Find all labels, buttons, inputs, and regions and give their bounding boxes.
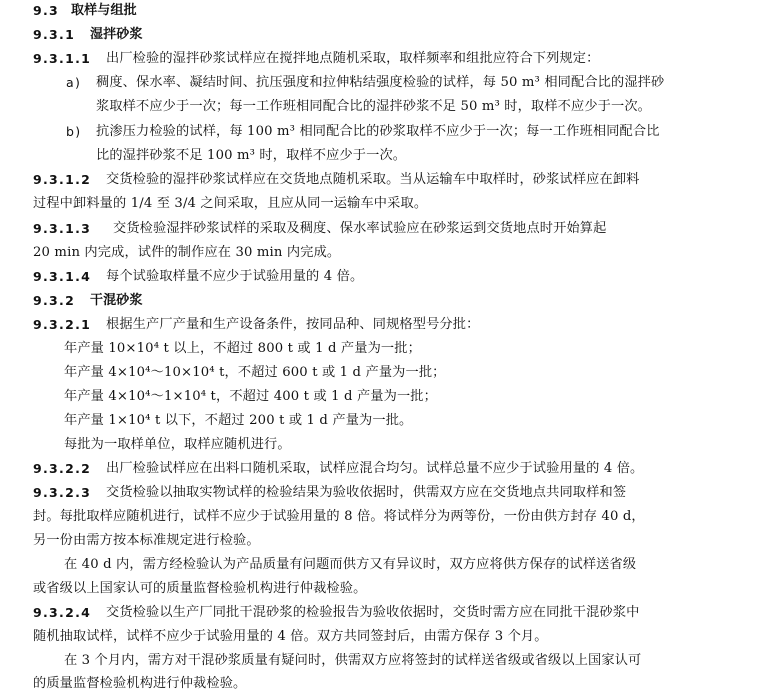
clause-text: 交货检验以生产厂同批干混砂浆的检验报告为验收依据时，交货时需方应在同批干混砂浆中 — [106, 605, 640, 620]
paragraph-text: 的质量监督检验机构进行仲裁检验。 — [33, 676, 247, 691]
clause-line — [0, 602, 764, 624]
batch-rule-text: 年产量 4×10⁴～10×10⁴ t，不超过 600 t 或 1 d 产量为一批； — [64, 365, 446, 380]
batch-rule-line — [0, 386, 764, 408]
subsection-title: 干混砂浆 — [90, 293, 143, 308]
clause-text: 根据生产厂产量和生产设备条件，按同品种、同规格型号分批： — [106, 317, 480, 332]
batch-rule-text: 每批为一取样单位，取样应随机进行。 — [64, 437, 291, 452]
clause-number: 9.3.2.2 — [33, 461, 92, 476]
list-item-text: 抗渗压力检验的试样，每 100 m³ 相同配合比的砂浆取样不应少于一次；每一工作班相同配合比 — [96, 124, 660, 139]
clause-text: 过程中卸料量的 1/4 至 3/4 之间采取，且应从同一运输车中采取。 — [33, 196, 428, 211]
clause-line — [0, 314, 764, 336]
list-item-marker: a) — [66, 75, 82, 90]
clause-number: 9.3.1.2 — [33, 172, 92, 187]
paragraph-line — [0, 554, 764, 576]
clause-text: 20 min 内完成，试件的制作应在 30 min 内完成。 — [33, 245, 341, 260]
clause-line — [0, 169, 764, 191]
list-item-line — [0, 72, 764, 94]
clause-text: 交货检验湿拌砂浆试样的采取及稠度、保水率试验应在砂浆运到交货地点时开始算起 — [113, 221, 607, 236]
list-item-text: 稠度、保水率、凝结时间、抗压强度和拉伸粘结强度检验的试样，每 50 m³ 相同配合比的湿拌砂 — [96, 75, 665, 90]
subsection-number: 9.3.2 — [33, 293, 76, 308]
batch-rule-line — [0, 362, 764, 384]
section-heading — [0, 0, 764, 22]
clause-line — [0, 482, 764, 504]
clause-text: 出厂检验的湿拌砂浆试样应在搅拌地点随机采取，取样频率和组批应符合下列规定： — [106, 51, 600, 66]
paragraph-text: 或省级以上国家认可的质量监督检验机构进行仲裁检验。 — [33, 581, 367, 596]
clause-text: 交货检验以抽取实物试样的检验结果为验收依据时，供需双方应在交货地点共同取样和签 — [106, 485, 627, 500]
batch-rule-line — [0, 410, 764, 432]
clause-line — [0, 218, 764, 240]
clause-text: 封。每批取样应随机进行，试样不应少于试验用量的 8 倍。将试样分为两等份，一份由供方封存 40 d， — [33, 509, 645, 524]
subsection-heading — [0, 24, 764, 46]
clause-text: 出厂检验试样应在出料口随机采取，试样应混合均匀。试样总量不应少于试验用量的 4 倍。 — [106, 461, 644, 476]
clause-number: 9.3.2.3 — [33, 485, 92, 500]
paragraph-continuation — [0, 578, 764, 600]
batch-rule-text: 年产量 1×10⁴ t 以下，不超过 200 t 或 1 d 产量为一批。 — [64, 413, 413, 428]
batch-rule-text: 年产量 10×10⁴ t 以上，不超过 800 t 或 1 d 产量为一批； — [64, 341, 421, 356]
clause-number: 9.3.1.3 — [33, 221, 92, 236]
clause-line — [0, 266, 764, 288]
batch-rule-line — [0, 338, 764, 360]
clause-line — [0, 48, 764, 70]
list-item-continuation — [0, 96, 764, 118]
clause-text: 交货检验的湿拌砂浆试样应在交货地点随机采取。当从运输车中取样时，砂浆试样应在卸料 — [106, 172, 640, 187]
paragraph-text: 在 40 d 内，需方经检验认为产品质量有问题而供方又有异议时，双方应将供方保存的试样送省级 — [64, 557, 637, 572]
clause-continuation — [0, 193, 764, 215]
clause-number: 9.3.2.1 — [33, 317, 92, 332]
clause-line — [0, 458, 764, 480]
clause-text: 另一份由需方按本标准规定进行检验。 — [33, 533, 260, 548]
batch-rule-line — [0, 434, 764, 456]
clause-number: 9.3.2.4 — [33, 605, 92, 620]
clause-number: 9.3.1.1 — [33, 51, 92, 66]
subsection-number: 9.3.1 — [33, 27, 76, 42]
list-item-marker: b) — [66, 124, 82, 139]
list-item-text: 比的湿拌砂浆不足 100 m³ 时，取样不应少于一次。 — [96, 148, 407, 163]
section-number: 9.3 — [33, 3, 60, 18]
clause-text: 每个试验取样量不应少于试验用量的 4 倍。 — [106, 269, 364, 284]
list-item-continuation — [0, 145, 764, 167]
subsection-title: 湿拌砂浆 — [90, 27, 143, 42]
paragraph-continuation — [0, 673, 764, 695]
paragraph-line — [0, 650, 764, 672]
clause-continuation — [0, 242, 764, 264]
clause-number: 9.3.1.4 — [33, 269, 92, 284]
list-item-line — [0, 121, 764, 143]
clause-text: 随机抽取试样，试样不应少于试验用量的 4 倍。双方共同签封后，由需方保存 3 个月。 — [33, 629, 548, 644]
batch-rule-text: 年产量 4×10⁴～1×10⁴ t，不超过 400 t 或 1 d 产量为一批； — [64, 389, 437, 404]
list-item-text: 浆取样不应少于一次；每一工作班相同配合比的湿拌砂浆不足 50 m³ 时，取样不应少于一次。 — [96, 99, 652, 114]
clause-continuation — [0, 530, 764, 552]
section-title: 取样与组批 — [71, 3, 137, 18]
subsection-heading — [0, 290, 764, 312]
paragraph-text: 在 3 个月内，需方对干混砂浆质量有疑问时，供需双方应将签封的试样送省级或省级以上国家认可 — [64, 653, 642, 668]
clause-continuation — [0, 626, 764, 648]
clause-continuation — [0, 506, 764, 528]
